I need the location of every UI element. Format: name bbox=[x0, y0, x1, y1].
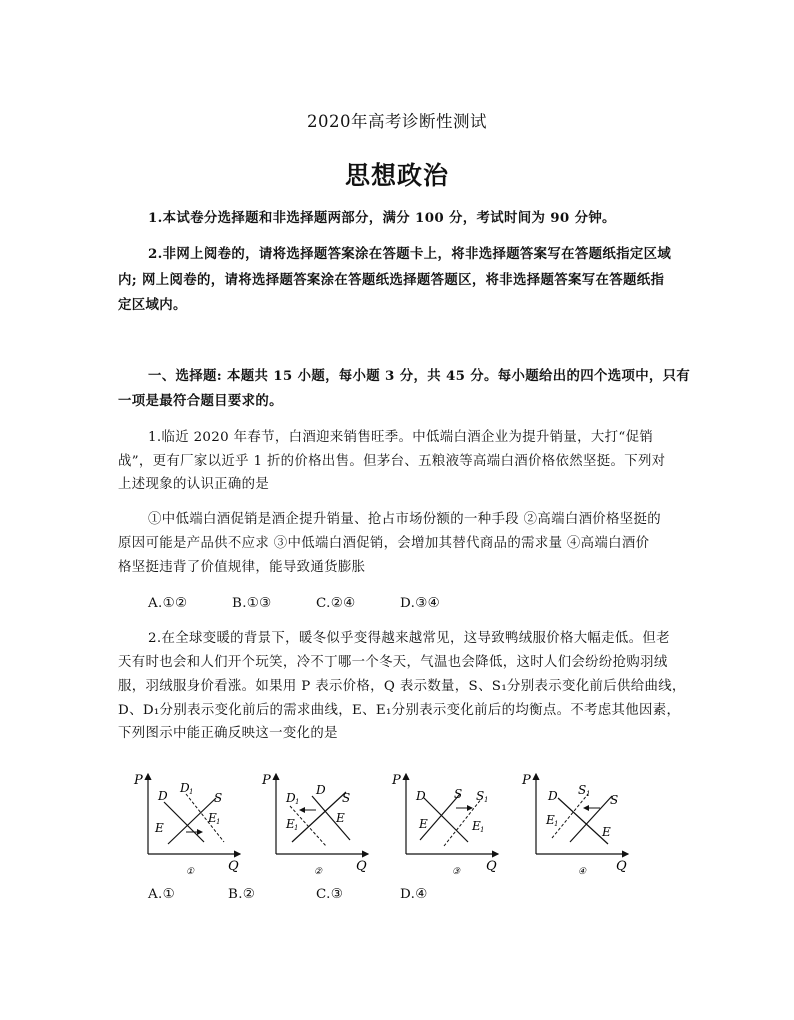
q2-stem-line-4: D、D₁分别表示变化前后的需求曲线，E、E₁分别表示变化前后的均衡点。不考虑其他因素， bbox=[118, 703, 681, 718]
instruction-1: 1.本试卷分选择题和非选择题两部分，满分 100 分，考试时间为 90 分钟。 bbox=[148, 210, 616, 226]
section-heading-line-2: 一项是最符合题目要求的。 bbox=[118, 393, 283, 409]
graph-1-svg bbox=[128, 770, 248, 882]
q1-option-a[interactable]: A.①② bbox=[148, 596, 188, 611]
label-e: E bbox=[602, 825, 611, 839]
label-d: D bbox=[416, 789, 426, 803]
q2-stem-line-2: 天有时也会和人们开个玩笑，冷不丁哪一个冬天，气温也会降低，这时人们会纷纷抢购羽绒 bbox=[118, 655, 668, 670]
graph-3-svg bbox=[386, 770, 506, 882]
q2-option-d[interactable]: D.④ bbox=[400, 887, 428, 902]
q1-statement-line-3: 格坚挺违背了价值规律，能导致通货膨胀 bbox=[118, 560, 366, 575]
label-d1-sub: 1 bbox=[189, 788, 194, 796]
label-e1-sub: 1 bbox=[216, 818, 221, 826]
q-axis-label: Q bbox=[616, 859, 627, 874]
q-axis-label: Q bbox=[356, 859, 367, 874]
q2-stem-line-3: 服，羽绒服身价看涨。如果用 P 表示价格，Q 表示数量，S、S₁分别表示变化前后供给曲线， bbox=[118, 679, 686, 694]
graph-2 bbox=[256, 770, 376, 886]
label-s1: S bbox=[476, 789, 485, 803]
q2-options bbox=[148, 887, 428, 903]
label-s: S bbox=[214, 791, 223, 805]
label-d: D bbox=[158, 789, 168, 803]
p-axis-label: P bbox=[392, 773, 401, 788]
demand-curve-d bbox=[164, 802, 204, 842]
label-s: S bbox=[454, 787, 463, 801]
label-e1-sub: 1 bbox=[554, 820, 559, 828]
label-e1: E bbox=[472, 819, 481, 833]
q-axis-label: Q bbox=[486, 859, 497, 874]
instruction-2-line-1: 2.非网上阅卷的，请将选择题答案涂在答题卡上，将非选择题答案写在答题纸指定区域 bbox=[148, 246, 672, 262]
graph-3 bbox=[386, 770, 506, 886]
graph-caption: ① bbox=[186, 867, 195, 877]
label-s1: S bbox=[578, 783, 587, 797]
label-s1-sub: 1 bbox=[484, 796, 489, 804]
subject-title: 思想政治 bbox=[344, 161, 449, 190]
graph-4 bbox=[516, 770, 636, 886]
label-e1-sub: 1 bbox=[480, 826, 485, 834]
label-e1: E bbox=[546, 813, 555, 827]
q1-stem-line-1: 1.临近 2020 年春节，白酒迎来销售旺季。中低端白酒企业为提升销量，大打“促销 bbox=[148, 430, 654, 445]
label-e: E bbox=[155, 821, 164, 835]
label-s: S bbox=[342, 791, 351, 805]
q1-stem-line-2: 战”，更有厂家以近乎 1 折的价格出售。但茅台、五粮液等高端白酒价格依然坚挺。下列对 bbox=[118, 454, 666, 469]
q2-stem-line-5: 下列图示中能正确反映这一变化的是 bbox=[118, 726, 338, 741]
label-d: D bbox=[548, 789, 558, 803]
label-s1-sub: 1 bbox=[586, 790, 591, 798]
label-d1-sub: 1 bbox=[295, 798, 300, 806]
label-d1: D bbox=[286, 791, 296, 805]
label-e1-sub: 1 bbox=[294, 824, 299, 832]
p-axis-label: P bbox=[522, 773, 531, 788]
label-e1: E bbox=[286, 817, 295, 831]
p-axis-label: P bbox=[262, 773, 271, 788]
label-s: S bbox=[610, 793, 619, 807]
demand-curve-d bbox=[424, 798, 468, 842]
instruction-2-line-2: 内; 网上阅卷的，请将选择题答案涂在答题纸选择题答题区，将非选择题答案写在答题纸指 bbox=[118, 272, 665, 288]
graph-4-svg bbox=[516, 770, 636, 882]
p-axis-label: P bbox=[134, 773, 143, 788]
q2-option-a[interactable]: A.① bbox=[148, 887, 175, 902]
graph-2-svg bbox=[256, 770, 376, 882]
label-d1: D bbox=[180, 781, 190, 795]
q1-option-b[interactable]: B.①③ bbox=[232, 596, 272, 611]
section-heading-line-1: 一、选择题: 本题共 15 小题，每小题 3 分，共 45 分。每小题给出的四个选项中，只有 bbox=[148, 368, 691, 384]
exam-title: 2020年高考诊断性测试 bbox=[307, 112, 487, 131]
q1-statement-line-1: ①中低端白酒促销是酒企提升销量、抢占市场份额的一种手段 ②高端白酒价格坚挺的 bbox=[148, 512, 662, 527]
graph-caption: ③ bbox=[452, 867, 461, 877]
graph-caption: ④ bbox=[578, 867, 587, 877]
q2-stem-line-1: 2.在全球变暖的背景下，暖冬似乎变得越来越常见，这导致鸭绒服价格大幅走低。但老 bbox=[148, 631, 670, 646]
q1-option-d[interactable]: D.③④ bbox=[400, 596, 440, 611]
q1-options bbox=[148, 596, 440, 612]
label-d: D bbox=[316, 783, 326, 797]
q1-statement-line-2: 原因可能是产品供不应求 ③中低端白酒促销，会增加其替代商品的需求量 ④高端白酒价 bbox=[118, 536, 650, 551]
label-e: E bbox=[419, 817, 428, 831]
q2-option-b[interactable]: B.② bbox=[228, 887, 256, 902]
graph-1 bbox=[128, 770, 248, 886]
graph-caption: ② bbox=[314, 867, 323, 877]
q-axis-label: Q bbox=[228, 859, 239, 874]
q2-option-c[interactable]: C.③ bbox=[316, 887, 344, 902]
instruction-2-line-3: 定区域内。 bbox=[118, 297, 187, 313]
label-e1: E bbox=[208, 811, 217, 825]
label-e: E bbox=[336, 811, 345, 825]
q1-option-c[interactable]: C.②④ bbox=[316, 596, 356, 611]
q1-stem-line-3: 上述现象的认识正确的是 bbox=[118, 477, 270, 492]
